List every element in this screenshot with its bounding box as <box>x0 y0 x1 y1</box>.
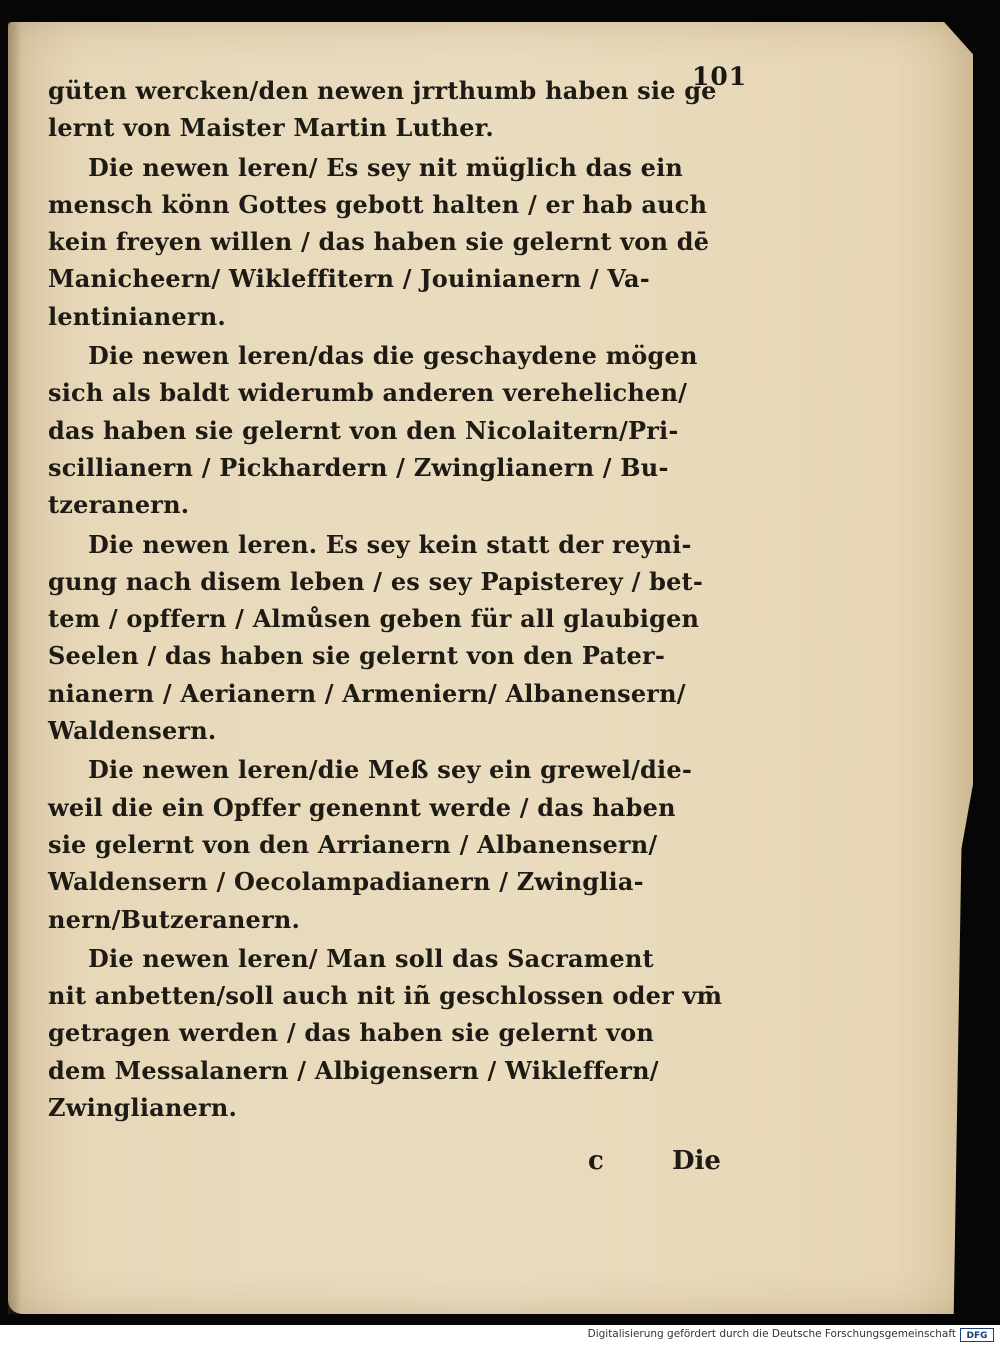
digitization-footer <box>0 1325 1000 1345</box>
text-line: Seelen / das haben sie gelernt von den Pater- <box>48 641 665 671</box>
text-line: sich als baldt widerumb anderen verehelichen/ <box>48 378 688 408</box>
text-line: Die newen leren/die Meß sey ein grewel/die- <box>88 755 692 785</box>
paragraph <box>48 149 748 335</box>
funding-credit: Digitalisierung gefördert durch die Deutsche Forschungsgemeinschaft <box>587 1328 956 1340</box>
text-line: lentinianern. <box>48 301 226 331</box>
paragraph <box>48 751 748 937</box>
paragraph <box>48 940 748 1126</box>
text-line: Die newen leren/das die geschaydene mögen <box>88 341 698 371</box>
text-line: nern/Butzeranern. <box>48 904 301 934</box>
text-line: weil die ein Opffer genennt werde / das haben <box>48 792 676 822</box>
text-line: Die newen leren/ Man soll das Sacrament <box>88 943 654 973</box>
text-line: tem / opffern / Almůsen geben für all glaubigen <box>48 604 700 634</box>
text-line: Waldensern. <box>48 716 217 746</box>
text-line: Zwinglianern. <box>48 1093 238 1123</box>
text-line: nit anbetten/soll auch nit iñ geschlossen oder vm̄ <box>48 981 723 1011</box>
text-line: lernt von Maister Martin Luther. <box>48 113 494 143</box>
text-line: mensch könn Gottes gebott halten / er hab auch <box>48 189 708 219</box>
paragraph <box>48 337 748 523</box>
text-line: nianern / Aerianern / Armeniern/ Albanensern/ <box>48 678 686 708</box>
text-line: gung nach disem leben / es sey Papisterey / bet- <box>48 566 703 596</box>
text-line: dem Messalanern / Albigensern / Wikleffern/ <box>48 1055 659 1085</box>
paragraph <box>48 72 748 147</box>
body-text <box>48 72 748 1128</box>
text-line: kein freyen willen / das haben sie gelernt von dē <box>48 227 710 257</box>
text-line: Manicheern/ Wikleffitern / Jouinianern / Va- <box>48 264 650 294</box>
text-line: das haben sie gelernt von den Nicolaitern/Pri- <box>48 415 679 445</box>
page-gutter-shadow <box>8 22 22 1314</box>
text-line: Die newen leren/ Es sey nit müglich das ein <box>88 152 684 182</box>
catchword: Die <box>672 1146 721 1176</box>
text-line: sie gelernt von den Arrianern / Albanensern/ <box>48 829 658 859</box>
page-number: 101 <box>692 62 748 91</box>
text-line: scillianern / Pickhardern / Zwinglianern / Bu- <box>48 452 669 482</box>
text-line: getragen werden / das haben sie gelernt von <box>48 1018 655 1048</box>
signature-mark: c <box>588 1146 604 1176</box>
text-line: Die newen leren. Es sey kein statt der reyni- <box>88 529 692 559</box>
text-line: güten wercken/den newen jrrthumb haben sie ge <box>48 76 717 105</box>
dfg-logo-icon: DFG <box>960 1328 994 1342</box>
text-line: tzeranern. <box>48 490 190 520</box>
text-line: Waldensern / Oecolampadianern / Zwinglia- <box>48 867 644 897</box>
page-foot <box>580 1146 740 1186</box>
paragraph <box>48 526 748 750</box>
